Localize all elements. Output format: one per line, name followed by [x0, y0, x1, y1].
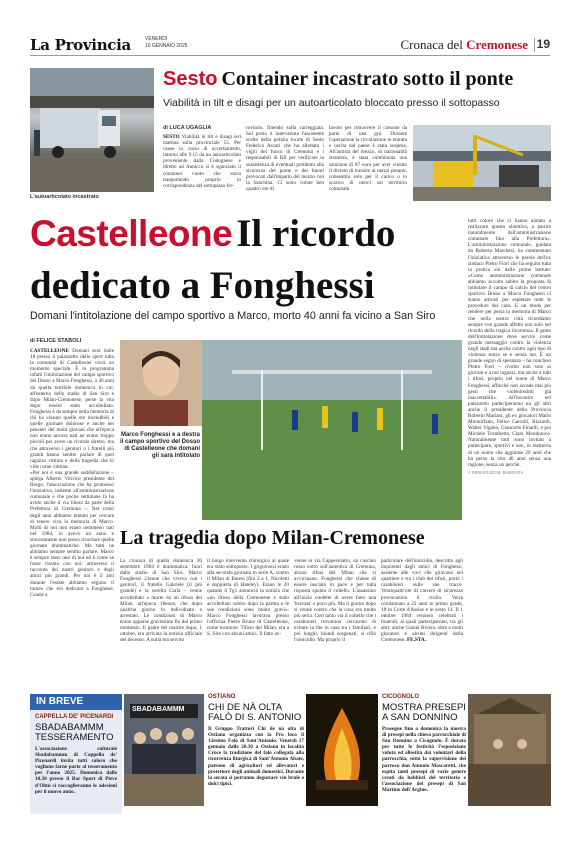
masthead-day: VENERDÌ	[145, 36, 168, 42]
byline-name: LUCA UGAGLIA	[169, 125, 212, 131]
brief3	[382, 694, 466, 812]
article1-headline	[163, 68, 513, 91]
article1-photo-right	[413, 125, 551, 201]
brief2-text: Il Gruppo Trattori Chi de nà olta di Ostiano organizza con la Pro loco il 12esimo Falò di Sant'Antonio. Venerdì 17 gennaio dalle 20.30 a Ostiano in località Croce la tradizione del falò collegata alla ricorrenza liturgica di Sant'Antonio Abate, patrono di agricoltori ed allevatori e protettore degli animali domestici. Durante la serata si potranno degustare vin brulè e dolci tipici.	[208, 726, 304, 787]
article2-title-part1: Il ricordo	[236, 212, 396, 255]
by-icon: di	[163, 125, 170, 131]
article2-headline	[30, 212, 450, 308]
briefs-header-label: IN BREVE	[36, 696, 84, 707]
article2-title-line1	[30, 212, 450, 264]
brief1-title: SBADABAMMM TESSERAMENTO	[35, 722, 114, 743]
brief1-photo	[124, 694, 204, 806]
brief2-place: OSTIANO	[208, 694, 236, 700]
article2-right-sign: © RIPRODUZIONE RISERVATA	[468, 469, 524, 475]
article3-sign: FE.STA.	[406, 637, 426, 644]
article2-subtitle: Domani l'intitolazione del campo sportivo a Marco, morto 40 anni fa vicino a San Siro	[30, 310, 436, 322]
article1-col3: lavoro per rimuovere il cassone da parte di una gru. Durante l'operazione la circolazione in entrata e uscita dal paese è stata sospesa. All'autista del mezzo, di nazionalità straniera, è stata comminata una sanzione di 87 euro per aver violato il divieto di transito ai mezzi pesanti, consentito solo per il carico o lo scarico di merci sul territorio comunale.	[329, 125, 407, 192]
article2-photo-caption: Marco Fonghessi e a destra il campo sportivo del Dosso di Castelleone che domani gli sarà intitolato	[120, 432, 201, 459]
bonfire-icon	[306, 694, 378, 806]
field-illustration	[202, 340, 462, 520]
brief3-text: Prosegue fino a domenica la mostra di presepi nella chiesa parrocchiale di San Donnino a Cicognolo. È durata per tutte le festività l'esposizione voluta ed allestita dai volontari della parrocchia, sotto la supervisione del parroco don Antonio Mascaretti, che espita tanti presepi di varie genere creati da hobbisti del territorio e l'associazione dei presepi di San Martino dell'Argine.	[382, 726, 466, 793]
article1-title: Container incastrato sotto il ponte	[221, 68, 514, 90]
article1-col1-text: Viabilità in tilt e disagi ieri mattina sulla provinciale 55. Per cause in corso di accertamento, intorno alle 9.15 da un autoarticolato proveniente dalla Codognese e diretto ad Annicco si è sganciato il container vuoto che stava trasportando proprio in corrispondenza del sottopasso fer-	[163, 134, 241, 189]
article3-col2: il lungo intervento chirurgico al quale era stato sottoposto. I grigiorossi erano alla seconda giornata in serie A, contro il Milan di Baresi (finì 2 a 1, Nicoletti e doppietta di Hateley). Erano le 20 quando il Tg1 annunciò la notizia che «un tifoso della Cremonese è stato accoltellato subito dopo la partita e le sue condizioni sono molto gravi». Marco Fonghessi lavorava presso l'officina Pietro Bruno di Castelleone, come tornitore. Tifoso del Milan, era a S. Siro con alcuni amici. Il fatto av-	[207, 558, 289, 638]
article2-kicker: Castelleone	[30, 213, 233, 254]
briefs-header	[30, 694, 122, 710]
article1-byline	[163, 125, 211, 131]
crane-photo-illustration	[413, 125, 551, 201]
article1-subtitle: Viabilità in tilt e disagi per un autoarticolato bloccato presso il sottopasso	[163, 97, 500, 109]
by-icon: di	[30, 338, 37, 344]
article2-byline	[30, 338, 81, 344]
truck-photo-illustration	[30, 68, 154, 192]
brief2-title: CHI DE NÀ OLTA FALÒ DI S. ANTONIO	[208, 702, 302, 723]
article1-place: SESTO	[163, 134, 180, 140]
article1-photo-caption: L'autoarticolato incastrato	[30, 194, 99, 200]
sports-field-photo	[202, 340, 462, 520]
article3-col1-text: La cronaca di quella domenica 30 settembre 1984 è drammatica: fuori dallo stadio di San Siro, Marco Fonghessi 21enne che viveva con i genitori, il fratello Gabriele (il più grande) e la sorella Carla – venne accoltellato a morte da un tifoso del Milan, all'epoca 18enne, che dopo qualche giorno fu individuato e arrestato. Le condizioni di Marco erano apparse gravissime fin dal primo momento. Il padre del martire dopo, 1 ottobre, era arrivata la notizia ufficiale del decesso. A nulla era servito	[120, 558, 202, 644]
section-prefix: Cronaca del	[400, 37, 463, 52]
nativity-scene-illustration	[468, 694, 551, 806]
article3-title: La tragedia dopo Milan-Cremonese	[120, 527, 425, 549]
article1-kicker: Sesto	[163, 68, 218, 90]
section-divider	[534, 38, 535, 52]
article2-col1-text: Domani sera dalle 18 presso il palazzetto dello sport tutta la comunità di Castelleone vivrà un momento speciale. È in programma infatti l'intitolazione del campo sportivo del Dosso a Marco Fonghessi, a 40 anni da quella terribile domenica in cui, all'esterno dello stadio di San Siro e dopo Milan-Cremonese, perse la vita dopo essere stato accoltellato. Fonghessi è da sempre nella memoria di chi ha vissuto quelle ore incredibili e quelle giornate dolorose e anche nei pensieri dei molti giovani che all'epoca non erano ancora nati ne erano troppo piccoli per avere un ricordo diretto, ma che attraverso i genitori o i fratelli più grandi hanno sentito parlare di quel ragazzo vittima e della tragedia che lo vide come vittima.	[30, 348, 114, 470]
article2-place: CASTELLEONE	[30, 348, 69, 354]
article2-right-text: tutti coloro che ci hanno aiutato a realizzare questo obiettivo, a partire naturalmente dall'amministrazione comunale fino alla Prefettura». L'amministrazione comunale, guidata da Roberto Marchesi, ha commentato l'iniziativa attraverso le parole dell'ex sindaco Pietro Fiori che ha seguito tutta la pratica sin dalle prime battute: «Come amministrazione comunale abbiamo accolto subito la proposta di intitolare il campo di calcio del centro sportivo Dosso a Marco Fonghessi ci siamo attivati per espletare tutte le procedure del caso. E un modo per rendere per persa la memoria di Marco che nella nostra città ricordiamo sempre con grande affetto non solo nel ricordo della tragica ricorrenza. Il gesto dell'intitolazione deve servire come grande messaggio contro la violenza negli stadi ma anche contro ogni tipo di violenza senza se e senza ma. È un grande segno di speranza – ha concluso Pietro Fiori – rivolto non solo ai giovani e a noi ragazzi, ma anche a tutti i tifosi, proprio nel nome di Marco Fonghessi, affinché non accada mai più gesti che violentissimi già inaccettabili». All'incontro nel palazzetto parteciperanno tra gli altri anche il presidente della Provincia Roberto Mariani, gli ex giocatori Mario Montorfano, Felice Garzilli, Rizzardi, Walter Vigano, Giancarlo Finardi, e poi Michele Trombetta, Clara Mondonico. Naturalmente tutti sono invitati a partecipare, sportivi e non, in memoria di un uomo che aggiunse 20 anni che ha perso la vita 40 anni senza una ragione, senza un perché.	[468, 218, 551, 468]
brief2	[208, 694, 304, 812]
brief1-place: CAPPELLA DE' PICENARDI	[35, 714, 114, 720]
section-title	[400, 37, 528, 53]
brief2-photo	[306, 694, 378, 806]
masthead	[30, 34, 550, 56]
marco-portrait-photo	[120, 340, 202, 426]
brief3-title: MOSTRA PRESEPI A SAN DONNINO	[382, 702, 466, 723]
article2-title-line2: dedicato a Fonghessi	[30, 264, 375, 307]
article1-col1	[163, 134, 241, 200]
article2-right-column	[468, 218, 551, 758]
portrait-illustration	[120, 340, 202, 426]
page-number: 19	[536, 37, 550, 51]
article3-col4-text: particolare dell'omicidio, descritto agli inquirenti dagli amici di Fonghessi, assieme alle voci che giravano nel quartiere e tra i club dei tifosi, portò i carabinieri sulle sue tracce. Ventiquattr'ore di carcere di sicurezza provocarono il crollo. Verrà condannato a 22 anni in primo grado, 18 in Corte d'Assise e in sesto 14. Il 1 ottobre 1984 vennero celebrati i funerali, ai quali parteciparono, tra gli altri, anche Gianni Rivera, oltre a molti giocatori e alcuni dirigenti della Cremonese.	[381, 558, 463, 644]
article3-col3: venne in via Cappecelatro, un cuscino rosso entro sull'autentica di Cremona, alcuni tifosi del Milan che si avvicinano. Fonghessi che chiese di essere lasciato in pace e per tutta risposta spunta il coltello. L'assassino all'inizio credette di avere fatto una 'bravata' o poco più. Ma il giorno dopo si venne contro che la cosa era molto più seria. Così tanto via il coltello che i carabinieri trovarono cercarono di evitare la lite in casa tra i familiari, e poi lunghi, biondi sosgenati, si rifiò l'omicidio. Ma proprio il	[294, 558, 376, 644]
article1-photo	[30, 68, 154, 192]
brief3-place: CICOGNOLO	[382, 694, 419, 700]
brief1-text: L'associazione culturale Sbadabammm di Cappella de' Picenardi invita tutti coloro che vogliono farne parte al tesseramento per l'anno 2025. Domenica dalle 10.30 presso il Bar Sport di Pieve d'Olmi si raccoglieranno le adesioni per il nuovo anno.	[35, 746, 117, 795]
article2-col1-tail: «Per noi è una grande soddisfazione – spiega Alberto Vitivice presidente del Borgo, l'associazione che ha promosso l'iniziativa, insieme all'amministrazione comunale e che poche settimane fa ha avuto anche il via libera da parte della Prefettura di Cremona –. Nel corso degli anni abbiamo tentato per cercare di tenere viva la memoria di Marco. Molti di noi non erano nemmeno nati nel 1984, io avevo un anno e sinceramente non posso ricordare quelle giornate drammatiche. Ma tutti ne abbiamo sempre sentito parlare. Marco è sempre stato uno di noi ed è come se fosse vissuto con noi: attraverso il racconto dei nostri genitori e degli amici più grandi. Per noi è il ami durante l'estate abbiamo seguito il torneo che era dedicato a Fonghessi. Grazie a	[30, 469, 114, 598]
section-name: Cremonese	[466, 37, 528, 52]
byline-name: FELICE STABOLI	[36, 338, 82, 344]
brief1	[30, 710, 122, 814]
banner-text: SBADABAMMM	[132, 706, 185, 713]
brief3-photo	[468, 694, 551, 806]
article1-col2: roviario, finendo sulla carreggiata. Sul posto è intervenuta l'assistente scelto della polizia locale di Sesto Federica Ascari che ha allertato i vigili del fuoco di Cremona e i responsabili di Rfi per verificare la sussistenza di eventuali problemi alla sicurezza del ponte e dei binari provocati dall'impatto del mezzo con la banchina. Ci sono volute ben quattro ore di	[246, 125, 324, 192]
newspaper-logo: La Provincia	[30, 36, 131, 54]
masthead-date: 10 GENNAIO 2025	[145, 43, 188, 49]
